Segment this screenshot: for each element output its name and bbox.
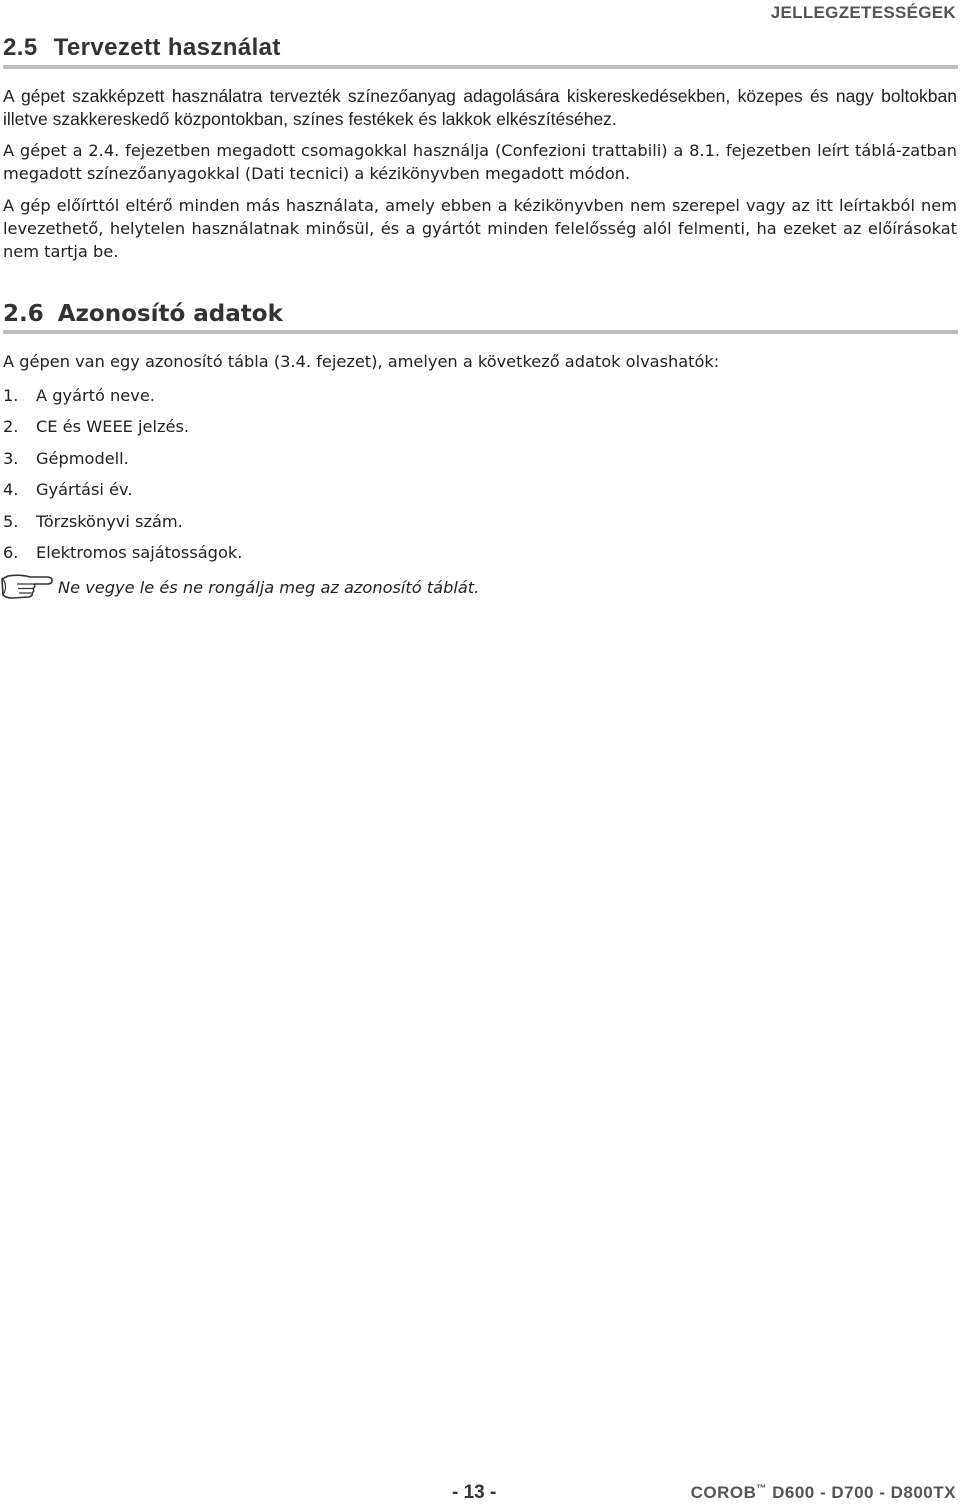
note: [0, 570, 479, 604]
pointing-hand-icon: [0, 573, 54, 601]
list-item: 1. A gyártó neve.: [3, 386, 155, 405]
section-number: 2.5: [3, 34, 38, 61]
identification-list: [3, 380, 242, 568]
section-2-6-heading: [3, 301, 958, 334]
trademark-sign: ™: [756, 1483, 767, 1495]
list-item: 4. Gyártási év.: [3, 480, 133, 500]
identification-intro: A gépen van egy azonosító tábla (3.4. fejezet), amelyen a következő adatok olvashatók:: [3, 352, 720, 371]
list-item: 5. Törzskönyvi szám.: [3, 511, 183, 531]
section-2-5-heading: [3, 34, 958, 69]
list-item: 6. Elektromos sajátosságok.: [3, 542, 243, 562]
improper-use-paragraph: A gép előírttól eltérő minden más használata, amely ebben a kézikönyvben nem szerepel vagy az itt leírtakból nem levezethető, helytelen használatnak minősül, és a gyártót minden felelősség alól felmenti, ha ezeket az előírásokat nem tartja be.: [3, 196, 957, 261]
model-footer: [691, 1483, 956, 1503]
note-text: Ne vegye le és ne rongálja meg az azonosító táblát.: [58, 577, 480, 597]
page-number: - 13 -: [452, 1482, 497, 1503]
packages-paragraph: A gépet a 2.4. fejezetben megadott csomagokkal használja (Confezioni trattabili) a 8.1. fejezetben leírt táblá-zatban megadott színezőanyagokkal (Dati tecnici) a kézikönyvben megadott módon.: [3, 141, 957, 183]
list-item: 2. CE és WEEE jelzés.: [3, 417, 190, 437]
section-number: 2.6: [3, 301, 44, 327]
list-item: 3. Gépmodell.: [3, 448, 129, 468]
intended-use-paragraph: A gépet szakképzett használatra tervezték színezőanyag adagolására kiskereskedésekben, közepes és nagy boltokban illetve szakkereskedő központokban, színes festékek és lakkok elkészítéséhez.: [3, 86, 957, 129]
section-title: Tervezett használat: [53, 34, 281, 61]
model-names: D600 - D700 - D800TX: [772, 1483, 956, 1502]
running-header: JELLEGZETESSÉGEK: [770, 3, 956, 22]
brand-name: COROB: [690, 1483, 757, 1502]
section-title: Azonosító adatok: [57, 301, 283, 327]
